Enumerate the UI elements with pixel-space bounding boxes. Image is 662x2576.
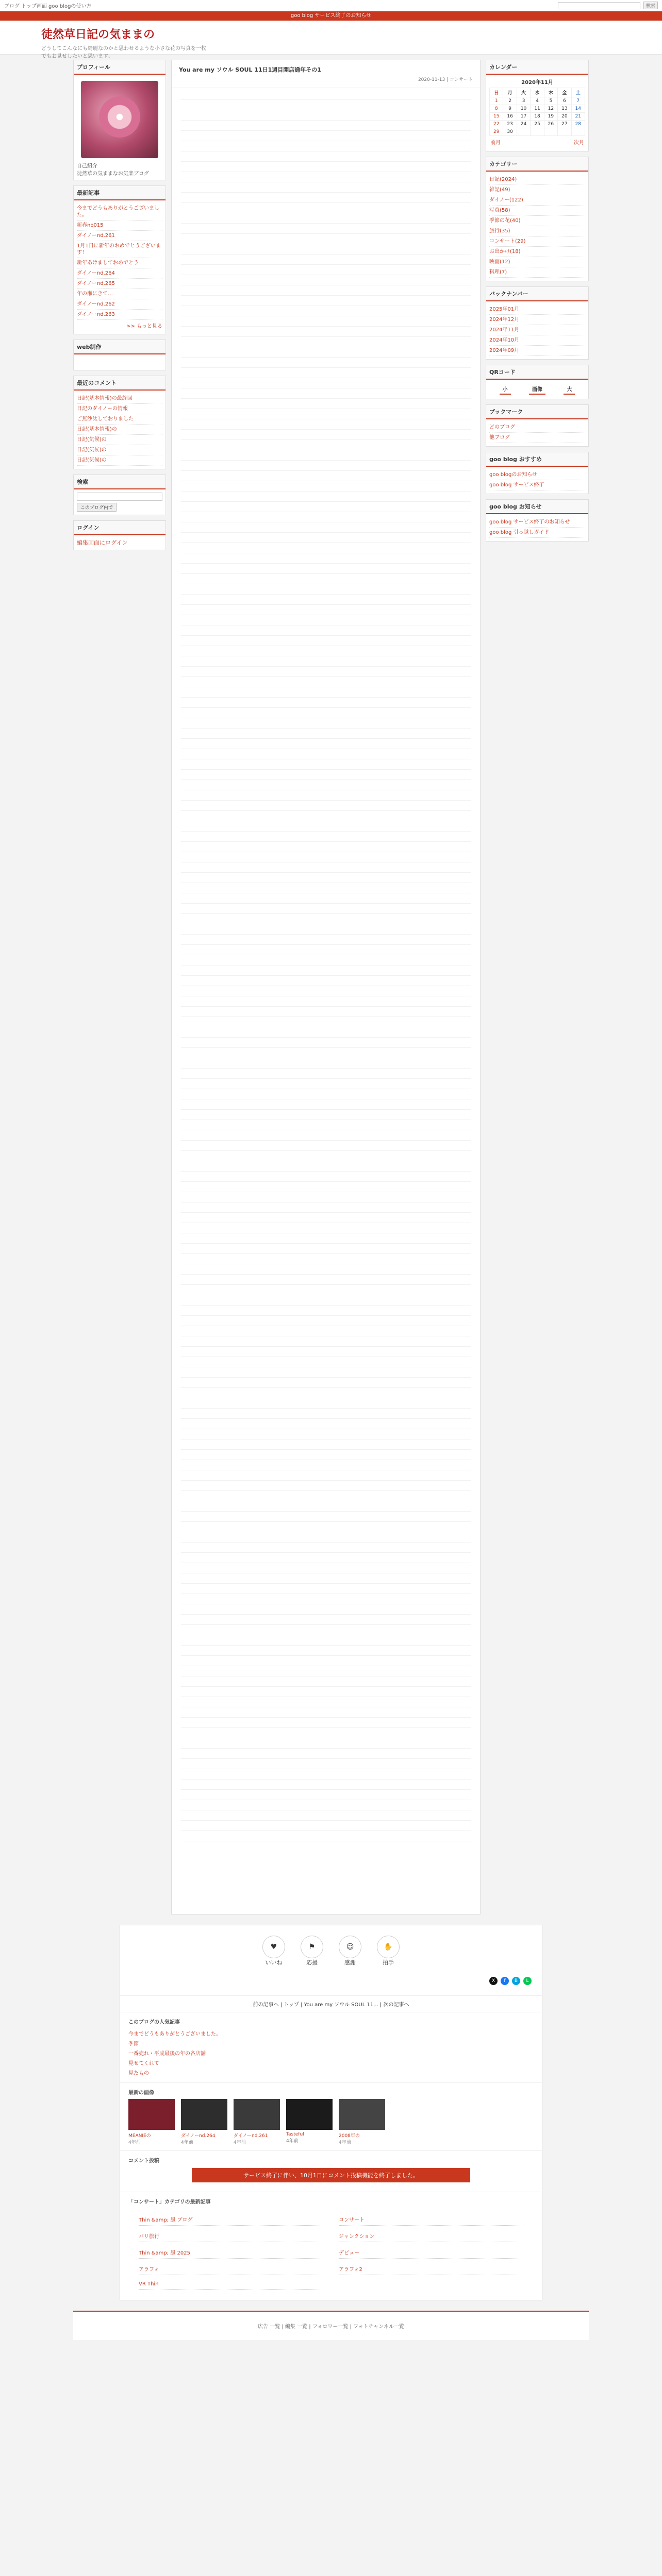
category-item[interactable]: お出かけ(18): [489, 247, 585, 257]
search-box: [73, 474, 166, 515]
web-heading: web制作: [74, 340, 166, 354]
popular-item[interactable]: 季節: [128, 2041, 139, 2047]
entry-pager[interactable]: 前の記事へ | トップ | You are my ソウル SOUL 11... | 次の記事へ: [120, 1995, 542, 2012]
thumb-age: 4年前: [339, 2140, 351, 2145]
cal-day[interactable]: 4: [531, 97, 544, 105]
blog-title[interactable]: 徒然草日記の気ままの: [41, 28, 155, 41]
cal-day[interactable]: [544, 128, 557, 136]
cal-day[interactable]: 12: [544, 105, 557, 113]
bookmark-item[interactable]: どのブログ: [489, 422, 585, 433]
calendar-box: [486, 60, 589, 151]
clap-icon: ✋: [384, 1943, 393, 1951]
popular-heading: このブログの人気記事: [128, 2020, 180, 2025]
category-item[interactable]: 季節の花(40): [489, 216, 585, 226]
popular-item[interactable]: 見せてくれて: [128, 2061, 159, 2066]
backnumber-item[interactable]: 2024年12月: [489, 315, 585, 325]
help-box: [486, 499, 589, 541]
blog-search-input[interactable]: [77, 493, 162, 501]
popular-item[interactable]: 見たもの: [128, 2071, 149, 2076]
help-heading: goo blog お知らせ: [486, 500, 588, 514]
cal-day[interactable]: 26: [544, 121, 557, 128]
x-share-icon[interactable]: X: [489, 1977, 498, 1985]
cal-day[interactable]: [531, 128, 544, 136]
line-share-icon[interactable]: L: [523, 1977, 532, 1985]
hatena-share-icon[interactable]: B: [512, 1977, 520, 1985]
category-item[interactable]: 日記(2024): [489, 175, 585, 185]
day-header: 木: [544, 88, 557, 97]
thumb-age: 4年前: [128, 2140, 141, 2145]
backnumber-heading: バックナンバー: [486, 287, 588, 301]
thumb-age: 4年前: [234, 2140, 246, 2145]
site-search-input[interactable]: [558, 2, 640, 9]
comment-item[interactable]: 日記(基本情報)の最終回: [77, 394, 162, 404]
profile-box: [73, 60, 166, 180]
login-box: [73, 520, 166, 550]
image-thumb[interactable]: [286, 2099, 333, 2145]
cal-day[interactable]: 10: [517, 105, 530, 113]
comment-item[interactable]: 日記のダイノーの情報: [77, 404, 162, 414]
cal-day[interactable]: 20: [558, 113, 571, 121]
cal-day[interactable]: 27: [558, 121, 571, 128]
category-latest-item[interactable]: アラフォ2: [339, 2263, 523, 2275]
comment-item[interactable]: 日記(気候)の: [77, 435, 162, 445]
backnumber-item[interactable]: 2024年10月: [489, 335, 585, 346]
day-header: 土: [571, 88, 585, 97]
comment-item[interactable]: ご無沙汰しておりました: [77, 414, 162, 425]
comment-item[interactable]: 日記(基本情報)の: [77, 425, 162, 435]
thumb-title: ダイノーnd.264: [181, 2133, 216, 2139]
qr-large[interactable]: 大: [564, 384, 575, 395]
goo-item[interactable]: goo blogのお知らせ: [489, 470, 585, 480]
search-heading: 検索: [74, 475, 166, 489]
left-sidebar: [73, 60, 166, 1914]
help-item[interactable]: goo blog 引っ越しガイド: [489, 528, 585, 538]
category-item[interactable]: ダイノー(122): [489, 195, 585, 206]
blog-description: どうしてこんなにも綺麗なのかと思わせるような小さな花の写真を一枚でもお見せしたいと思います。: [41, 46, 206, 59]
cal-day[interactable]: 8: [490, 105, 503, 113]
bookmark-heading: ブックマーク: [486, 405, 588, 419]
cal-day[interactable]: 19: [544, 113, 557, 121]
calendar-table: [489, 88, 585, 136]
cal-day[interactable]: 22: [490, 121, 503, 128]
cal-day[interactable]: [571, 128, 585, 136]
blog-search-button[interactable]: このブログ内で: [77, 503, 117, 512]
goo-box: [486, 452, 589, 494]
cal-day[interactable]: [558, 128, 571, 136]
backnumber-item[interactable]: 2024年11月: [489, 325, 585, 335]
day-header: 月: [503, 88, 517, 97]
cal-day[interactable]: 14: [571, 105, 585, 113]
image-thumb[interactable]: [128, 2099, 175, 2145]
right-sidebar: [486, 60, 589, 1914]
popular-item[interactable]: 今までどうもありがとうございました。: [128, 2031, 221, 2037]
comments-box: [73, 376, 166, 469]
comment-item[interactable]: 日記(気候)の: [77, 445, 162, 455]
recent-item[interactable]: 今までどうもありがとうございました。: [77, 204, 162, 221]
thumb-title: Tasteful: [286, 2132, 304, 2137]
backnumber-box: [486, 286, 589, 360]
day-header: 金: [558, 88, 571, 97]
cal-day[interactable]: 2: [503, 97, 517, 105]
profile-heading: プロフィール: [74, 60, 166, 75]
cal-day[interactable]: [517, 128, 530, 136]
image-thumb[interactable]: [181, 2099, 227, 2145]
main-entry: [171, 60, 481, 1914]
bookmark-item[interactable]: 他ブログ: [489, 433, 585, 443]
comment-item[interactable]: 日記(気候)の: [77, 455, 162, 466]
image-thumb[interactable]: [234, 2099, 280, 2145]
cal-day[interactable]: 3: [517, 97, 530, 105]
category-box: [486, 157, 589, 281]
reaction-buttons: [120, 1925, 542, 1977]
day-header: 日: [490, 88, 503, 97]
latest-images-section: [120, 2082, 542, 2150]
category-item[interactable]: 写真(58): [489, 206, 585, 216]
thumb-title: 2008年の: [339, 2133, 360, 2139]
day-header: 火: [517, 88, 530, 97]
cal-day[interactable]: 1: [490, 97, 503, 105]
cal-day[interactable]: 18: [531, 113, 544, 121]
cal-day[interactable]: 29: [490, 128, 503, 136]
qr-heading: QRコード: [486, 365, 588, 380]
thumb-age: 4年前: [181, 2140, 193, 2145]
entry-title[interactable]: You are my ソウル SOUL 11日1週目開店通年その1: [179, 66, 321, 73]
cal-day[interactable]: 6: [558, 97, 571, 105]
recent-item[interactable]: ダイノーnd.263: [77, 310, 162, 320]
cal-day[interactable]: 21: [571, 113, 585, 121]
category-latest-item[interactable]: VR Thin: [139, 2279, 323, 2290]
recent-item[interactable]: ダイノーnd.264: [77, 268, 162, 279]
topnav-links[interactable]: ブログ トップ画面 goo blogの使い方: [4, 4, 92, 9]
category-item[interactable]: 映画(12): [489, 257, 585, 267]
comments-heading: 最近のコメント: [74, 376, 166, 391]
reaction-label: 応援: [306, 1959, 318, 1966]
reaction-label: 拍手: [383, 1959, 394, 1966]
comment-section: [120, 2150, 542, 2192]
nick-text: 徒然草の気ままなお気楽ブログ: [77, 171, 149, 177]
comment-closed-notice[interactable]: サービス終了に伴い、10月1日にコメント投稿機能を終了しました。: [192, 2168, 470, 2182]
top-nav: [0, 0, 662, 11]
cal-day[interactable]: 5: [544, 97, 557, 105]
category-heading: カテゴリー: [486, 157, 588, 172]
category-latest-item[interactable]: Thin &amp; 風 2025: [139, 2246, 323, 2259]
cal-day[interactable]: 24: [517, 121, 530, 128]
service-notice[interactable]: goo blog サービス終了のお知らせ: [0, 11, 662, 21]
login-heading: ログイン: [74, 521, 166, 535]
category-latest-item[interactable]: アラフォ: [139, 2263, 323, 2275]
recent-item[interactable]: 新春no015: [77, 221, 162, 231]
category-latest-heading: 「コンサート」カテゴリの最新記事: [128, 2199, 211, 2205]
qr-image[interactable]: 画像: [529, 384, 545, 395]
thumb-age: 4年前: [286, 2139, 299, 2144]
recent-item[interactable]: 年の瀬にきて…: [77, 289, 162, 299]
recent-item[interactable]: 新年あけましておめでとう: [77, 258, 162, 268]
entry-footer: [120, 1925, 542, 2300]
category-latest-item[interactable]: ジャンクション: [339, 2230, 523, 2242]
qr-small[interactable]: 小: [500, 384, 511, 395]
category-latest-section: [120, 2192, 542, 2300]
reaction-cheer[interactable]: [301, 1936, 323, 1967]
qr-box: [486, 365, 589, 399]
recent-item[interactable]: ダイノーnd.262: [77, 299, 162, 310]
reaction-label: いいね: [265, 1959, 283, 1966]
calendar-next-link[interactable]: 次月: [574, 140, 584, 146]
cal-day[interactable]: 9: [503, 105, 517, 113]
latest-images-heading: 最新の画像: [128, 2090, 154, 2096]
cal-day[interactable]: 16: [503, 113, 517, 121]
heart-icon: ♥: [270, 1943, 277, 1951]
day-header: 水: [531, 88, 544, 97]
category-item[interactable]: 雑記(49): [489, 185, 585, 195]
web-box: [73, 340, 166, 370]
blog-header: [0, 21, 662, 59]
page-footer[interactable]: 広告 一覧 | 編集 一覧 | フォロワー一覧 | フォトチャンネル一覧: [73, 2311, 589, 2340]
reaction-clap[interactable]: [377, 1936, 400, 1967]
site-search-button[interactable]: 検索: [643, 2, 658, 9]
cal-day[interactable]: 30: [503, 128, 517, 136]
calendar-title: 2020年11月: [521, 80, 553, 86]
reaction-label: 感謝: [344, 1959, 356, 1966]
goo-item[interactable]: goo blog サービス終了: [489, 480, 585, 490]
goo-heading: goo blog おすすめ: [486, 452, 588, 467]
backnumber-item[interactable]: 2024年09月: [489, 346, 585, 356]
cal-day[interactable]: 17: [517, 113, 530, 121]
login-link[interactable]: 編集画面にログイン: [77, 539, 128, 546]
nick-label: 自己紹介: [77, 163, 97, 169]
cal-day[interactable]: 7: [571, 97, 585, 105]
cal-day[interactable]: 13: [558, 105, 571, 113]
popular-item[interactable]: 一番売れ・平成最後の年の各店舗: [128, 2051, 206, 2057]
entry-body: [172, 88, 480, 1850]
smile-icon: ☺: [346, 1943, 354, 1951]
help-item[interactable]: goo blog サービス終了のお知らせ: [489, 517, 585, 528]
cal-day[interactable]: 28: [571, 121, 585, 128]
thumb-title: MEANIEの: [128, 2133, 151, 2139]
cal-day[interactable]: 23: [503, 121, 517, 128]
calendar-prev-link[interactable]: 前月: [490, 140, 501, 146]
backnumber-item[interactable]: 2025年01月: [489, 304, 585, 315]
recent-item[interactable]: ダイノーnd.265: [77, 279, 162, 289]
avatar: [81, 81, 158, 158]
thumb-title: ダイノーnd.261: [234, 2133, 268, 2139]
cal-day[interactable]: 11: [531, 105, 544, 113]
category-item[interactable]: 料理(7): [489, 267, 585, 278]
calendar-heading: カレンダー: [486, 60, 588, 75]
reaction-thanks[interactable]: [339, 1936, 361, 1967]
recent-heading: 最新記事: [74, 186, 166, 200]
flag-icon: ⚑: [308, 1943, 316, 1951]
popular-section: [120, 2012, 542, 2082]
category-latest-item[interactable]: バリ旅行: [139, 2230, 323, 2242]
recent-item[interactable]: 1月1日に新年のおめでとうございます！: [77, 241, 162, 258]
social-share: [120, 1977, 542, 1995]
category-item[interactable]: コンサート(29): [489, 236, 585, 247]
recent-item[interactable]: ダイノーnd.261: [77, 231, 162, 241]
recent-box: [73, 185, 166, 334]
cal-day[interactable]: 25: [531, 121, 544, 128]
category-item[interactable]: 旅行(35): [489, 226, 585, 236]
facebook-share-icon[interactable]: f: [501, 1977, 509, 1985]
category-latest-item[interactable]: デビュー: [339, 2246, 523, 2259]
category-latest-item[interactable]: コンサート: [339, 2213, 523, 2226]
cal-day[interactable]: 15: [490, 113, 503, 121]
reaction-like[interactable]: [262, 1936, 285, 1967]
recent-more-link[interactable]: >> もっと見る: [126, 324, 162, 329]
entry-text-lines: [181, 93, 471, 1845]
image-thumb[interactable]: [339, 2099, 385, 2145]
category-latest-item[interactable]: Thin &amp; 風 ブログ: [139, 2213, 323, 2226]
comment-heading: コメント投稿: [128, 2158, 159, 2164]
bookmark-box: [486, 404, 589, 447]
entry-date: 2020-11-13 | コンサート: [418, 77, 473, 82]
